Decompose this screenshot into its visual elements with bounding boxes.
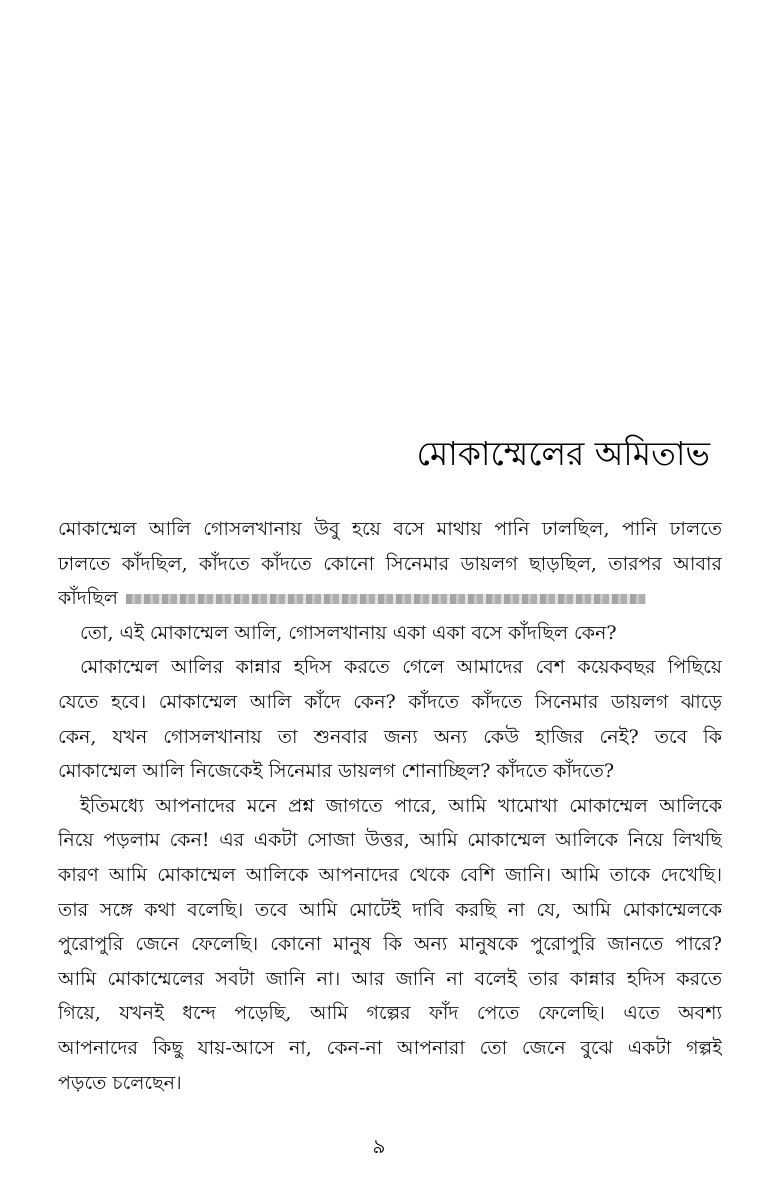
text-line: কেন, যখন গোসলখানায় তা শুনবার জন্য অন্য কেউ হাজির নেই? তবে কি [58, 725, 722, 748]
text-line: নিয়ে পড়লাম কেন! এর একটা সোজা উত্তর, আমি মোকাম্মেল আলিকে নিয়ে লিখছি [58, 829, 722, 852]
text-line: মোকাম্মেল আলি গোসলখানায় উবু হয়ে বসে মাথায় পানি ঢালছিল, পানি ঢালতে [58, 518, 722, 540]
text-line: তো, এই মোকাম্মেল আলি, গোসলখানায় একা একা বসে কাঁদছিল কেন? [80, 621, 617, 644]
text-line-with-smudge [58, 581, 722, 616]
text-line: তার সঙ্গে কথা বলেছি। তবে আমি মোটেই দাবি করছি না যে, আমি মোকাম্মেলকে [58, 898, 722, 921]
text-line: গিয়ে, যখনই ধন্দে পড়েছি, আমি গল্পের ফাঁদ পেতে ফেলেছি। এতে অবশ্য [58, 1002, 722, 1025]
text-line: পড়তে চলেছেন। [58, 1071, 182, 1094]
text-line: কারণ আমি মোকাম্মেল আলিকে আপনাদের থেকে বেশি জানি। আমি তাকে দেখেছি। [58, 863, 722, 886]
text-line: আপনাদের কিছু যায়-আসে না, কেন-না আপনারা তো জেনে বুঝে একটা গল্পই [58, 1036, 722, 1059]
text-line: মোকাম্মেল আলির কান্নার হদিস করতে গেলে আমাদের বেশ কয়েকবছর পিছিয়ে [80, 656, 722, 679]
chapter-title: মোকাম্মেলের অমিতাভ [416, 434, 710, 473]
text-line: কাঁদছিল [58, 587, 118, 610]
text-line: মোকাম্মেল আলি নিজেকেই সিনেমার ডায়লগ শোনাচ্ছিল? কাঁদতে কাঁদতে? [58, 760, 615, 783]
text-line: ইতিমধ্যে আপনাদের মনে প্রশ্ন জাগতে পারে, আমি খামোখা মোকাম্মেল আলিকে [80, 794, 722, 817]
text-line: ঢালতে কাঁদছিল, কাঁদতে কাঁদতে কোনো সিনেমার ডায়লগ ছাড়ছিল, তারপর আবার [58, 552, 722, 575]
text-line: পুরোপুরি জেনে ফেলেছি। কোনো মানুষ কি অন্য মানুষকে পুরোপুরি জানতে পারে? [58, 933, 722, 956]
text-line: যেতে হবে। মোকাম্মেল আলি কাঁদে কেন? কাঁদতে কাঁদতে সিনেমার ডায়লগ ঝাড়ে [58, 690, 722, 713]
text-line: আমি মোকাম্মেলের সবটা জানি না। আর জানি না বলেই তার কান্নার হদিস করতে [58, 967, 722, 990]
bleed-through-smudge [126, 594, 646, 604]
body-text [58, 512, 722, 1100]
page-number: ৯ [372, 1134, 386, 1158]
